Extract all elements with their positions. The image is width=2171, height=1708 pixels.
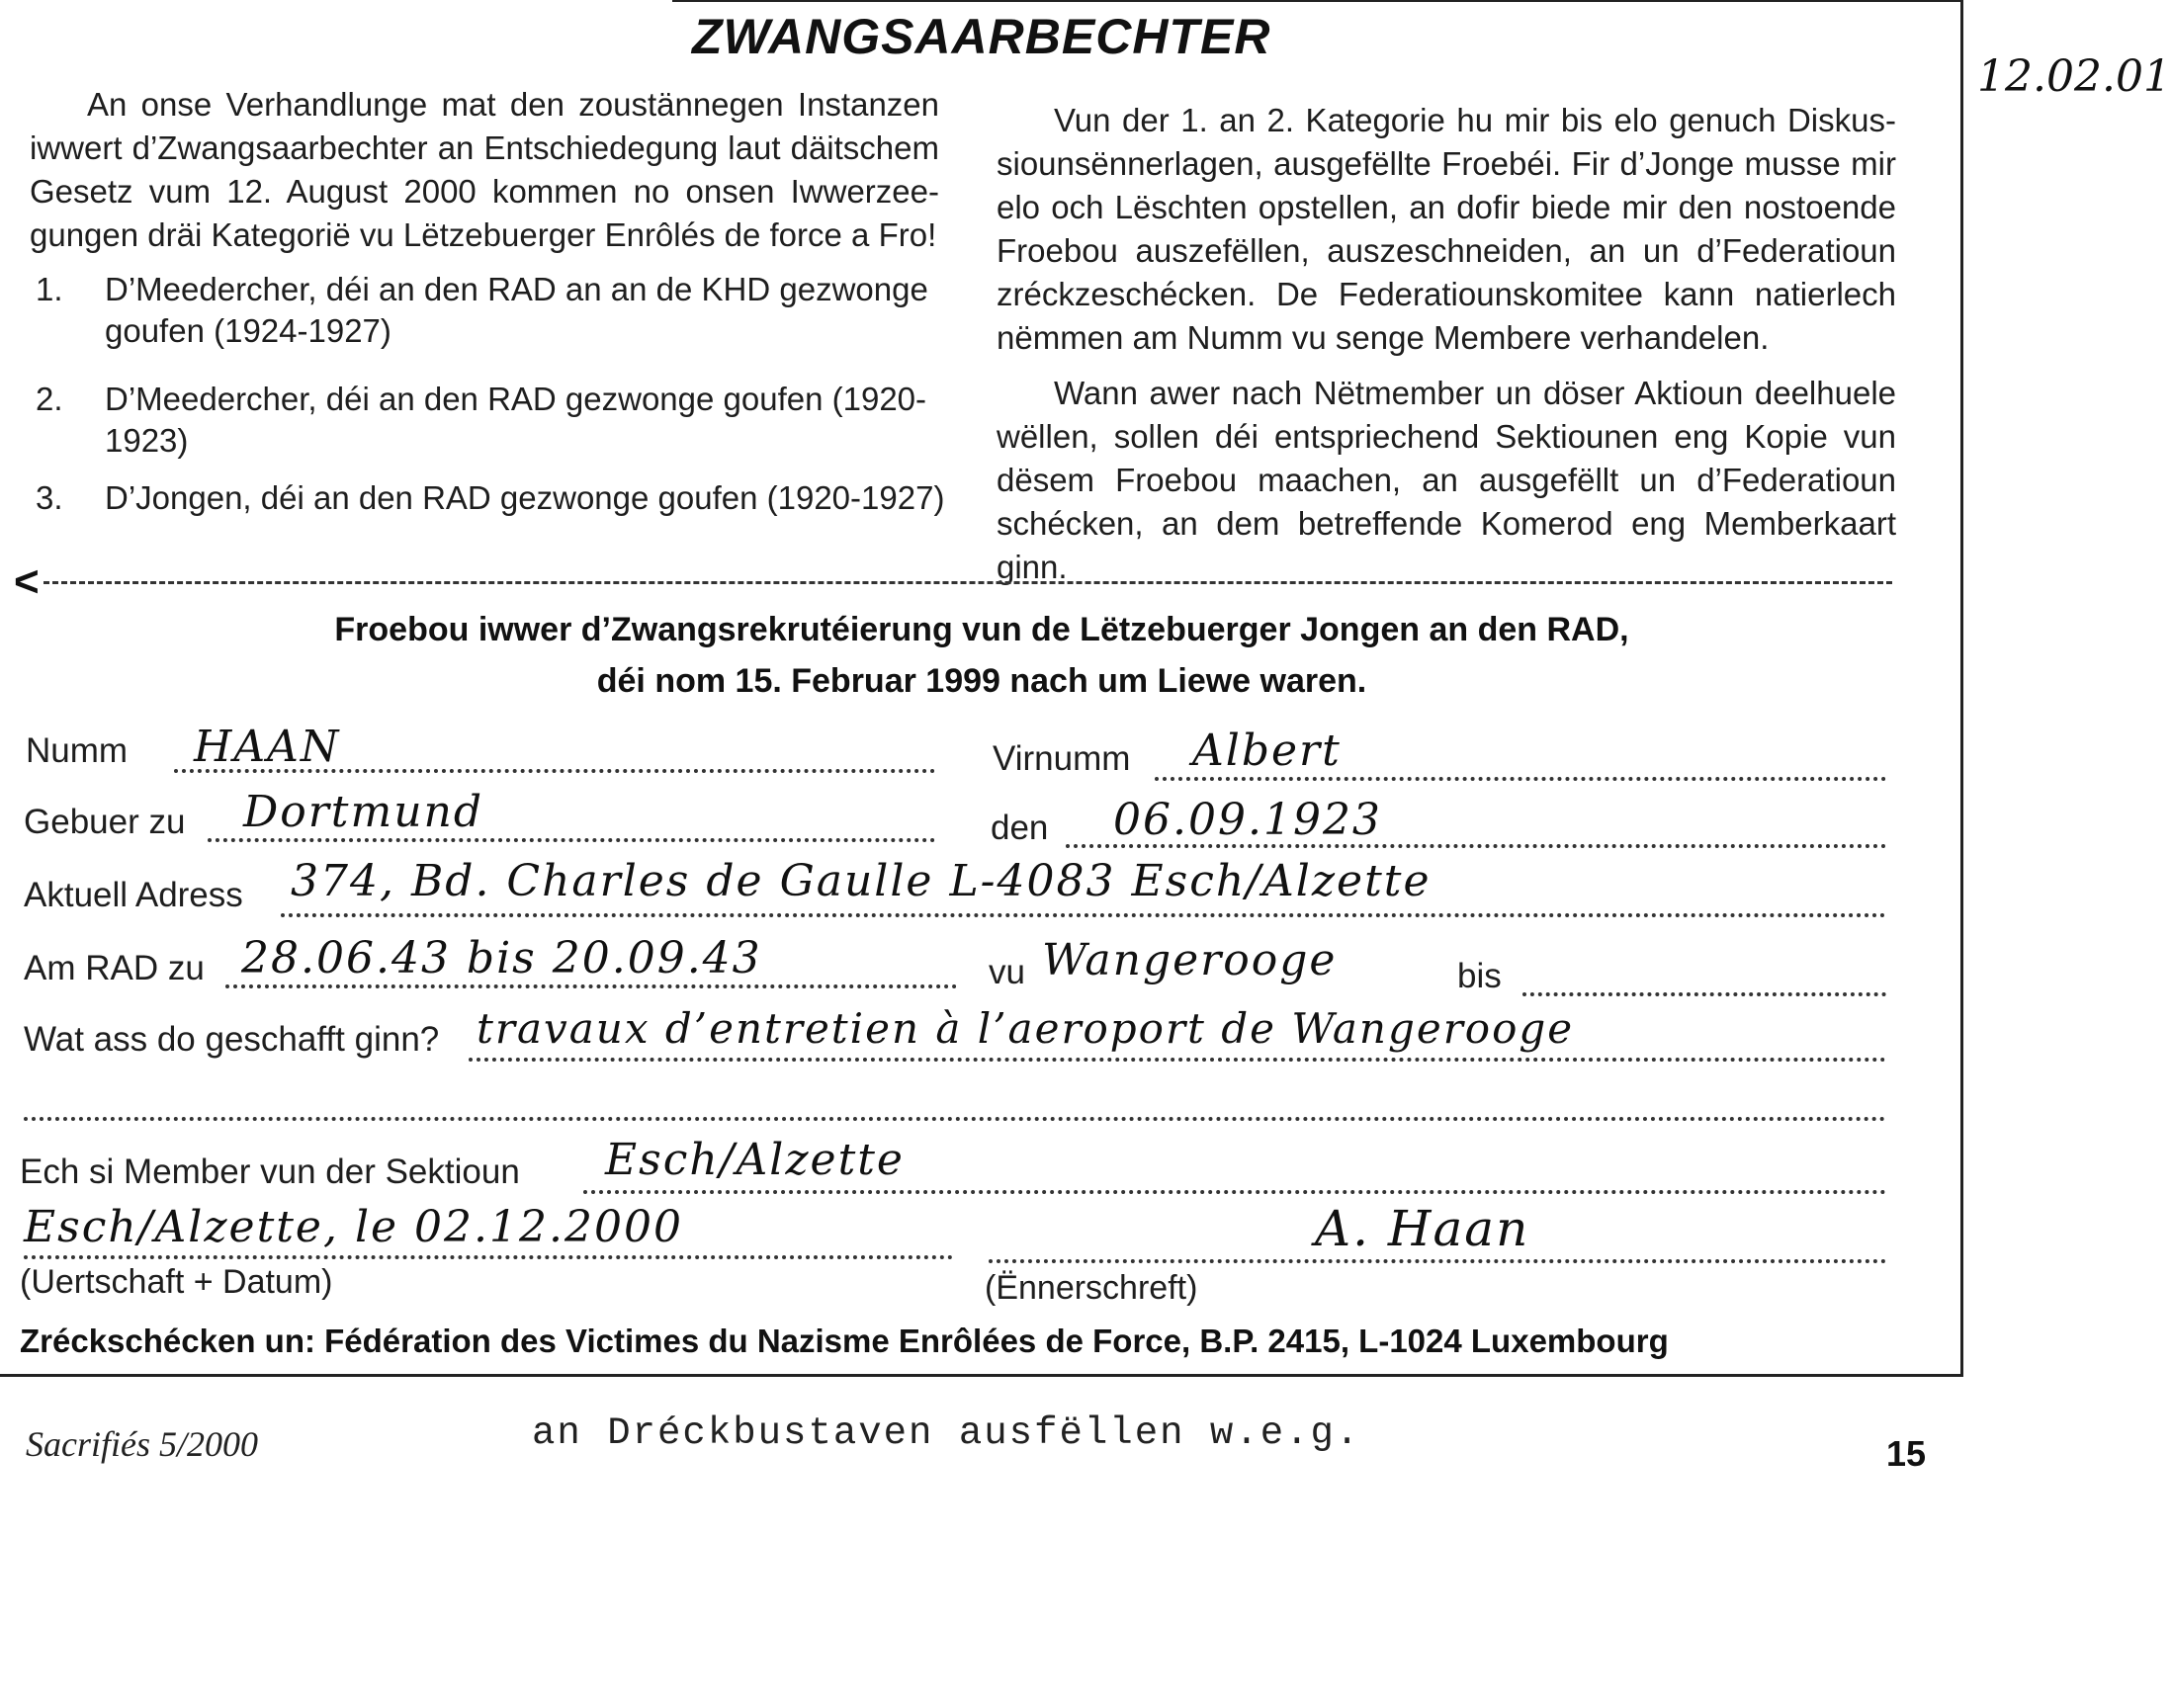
sektioun-dotted-line — [583, 1190, 1886, 1194]
virnumm-dotted-line — [1155, 777, 1886, 781]
wat-value[interactable]: travaux d’entretien à l’aeroport de Wangerooge — [477, 1004, 1575, 1053]
list-item-text: D’Meedercher, déi an den RAD an an de KHD gezwonge goufen (1924-1927) — [105, 271, 928, 349]
list-item — [36, 269, 945, 358]
rad-label: Am RAD zu — [24, 949, 205, 987]
bis-label: bis — [1457, 957, 1502, 995]
gebuer-dotted-line — [208, 838, 935, 842]
gebuer-value[interactable]: Dortmund — [243, 787, 484, 837]
gebuer-label: Gebuer zu — [24, 803, 186, 841]
form-heading-line-1: Froebou iwwer d’Zwangsrekrutéierung vun de Lëtzebuerger Jongen an den RAD, — [334, 611, 1629, 648]
margin-date-note: 12.02.01 — [1977, 51, 2171, 102]
signature-value[interactable]: A. Haan — [1315, 1200, 1530, 1257]
den-label: den — [991, 809, 1049, 847]
frame-top-border — [672, 0, 1963, 2]
bis-dotted-line — [1522, 992, 1886, 996]
signature-label: (Ënnerschreft) — [985, 1269, 1198, 1307]
list-item — [36, 477, 945, 566]
list-item-number: 3. — [36, 479, 63, 516]
vu-label: vu — [989, 953, 1025, 991]
list-item-text: D’Meedercher, déi an den RAD gezwonge goufen (1920-1923) — [105, 381, 927, 459]
frame-bottom-border — [0, 1374, 1963, 1377]
rad-dotted-line — [225, 984, 957, 988]
vu-value[interactable]: Wangerooge — [1042, 935, 1338, 985]
return-address: Zréckschécken un: Fédération des Victimes du Nazisme Enrôlées de Force, B.P. 2415, L-1024 Luxembourg — [20, 1323, 1669, 1359]
place-date-label: (Uertschaft + Datum) — [20, 1263, 333, 1301]
page-number: 15 — [1886, 1433, 1927, 1474]
virnumm-label: Virnumm — [993, 739, 1131, 778]
sektioun-label: Ech si Member vun der Sektioun — [20, 1153, 520, 1191]
right-paragraph-1: Vun der 1. an 2. Kategorie hu mir bis elo genuch Diskus-siounsënnerlagen, ausgefëllte Froebéi. Fir d’Jonge musse mir elo och Lëschten opstellen, an dofir biede mir den nostoende Froebou auszefëllen, auszeschneiden, an un d’Federatioun zréckzeschécken. De Federatiounskomitee kann natierlech nëmmen am Numm vu senge Membere verhandelen. — [997, 102, 1896, 356]
adress-dotted-line — [281, 913, 1886, 917]
wat-label: Wat ass do geschafft ginn? — [24, 1020, 440, 1059]
cut-line — [43, 581, 1892, 584]
typed-instruction: an Dréckbustaven ausfëllen w.e.g. — [532, 1411, 1361, 1455]
wat-dotted-line — [469, 1058, 1886, 1062]
extra-dotted-line — [24, 1117, 1886, 1121]
adress-label: Aktuell Adress — [24, 876, 243, 914]
list-item-number: 2. — [36, 381, 63, 417]
rad-value[interactable]: 28.06.43 bis 20.09.43 — [241, 933, 762, 983]
list-item-text: D’Jongen, déi an den RAD gezwonge goufen (1920-1927) — [105, 479, 945, 516]
form-heading-line-2: déi nom 15. Februar 1999 nach um Liewe waren. — [596, 662, 1367, 700]
right-paragraph-2: Wann awer nach Nëtmember un döser Aktioun deelhuele wëllen, sollen déi entspriechend Sektiounen eng Kopie vun dësem Froebou maachen, an ausgefëllt un d’Federatioun schécken, an dem betreffende Komerod eng Memberkaart ginn. — [997, 375, 1896, 585]
den-value[interactable]: 06.09.1923 — [1113, 795, 1382, 845]
cut-arrow-icon: < — [14, 557, 40, 606]
list-item-number: 1. — [36, 271, 63, 307]
sektioun-value[interactable]: Esch/Alzette — [605, 1135, 905, 1185]
page-title: ZWANGSAARBECHTER — [692, 9, 1271, 64]
numm-label: Numm — [26, 731, 129, 770]
signature-dotted-line — [989, 1259, 1886, 1263]
numm-value[interactable]: HAAN — [194, 722, 341, 772]
adress-value[interactable]: 374, Bd. Charles de Gaulle L-4083 Esch/Alzette — [291, 856, 1432, 906]
place-date-value[interactable]: Esch/Alzette, le 02.12.2000 — [24, 1202, 683, 1252]
publication-name: Sacrifiés 5/2000 — [26, 1424, 258, 1464]
left-intro-paragraph: An onse Verhandlunge mat den zoustännegen Instanzen iwwert d’Zwangsaarbechter an Entschiedegung laut däitschem Gesetz vum 12. August 2000 kommen no onsen Iwwerzee-gungen dräi Kategorië vu Lëtzebuerger Enrôlés de force a Fro! — [30, 86, 939, 253]
list-item — [36, 379, 945, 468]
place-date-dotted-line — [24, 1255, 953, 1259]
virnumm-value[interactable]: Albert — [1192, 726, 1342, 776]
